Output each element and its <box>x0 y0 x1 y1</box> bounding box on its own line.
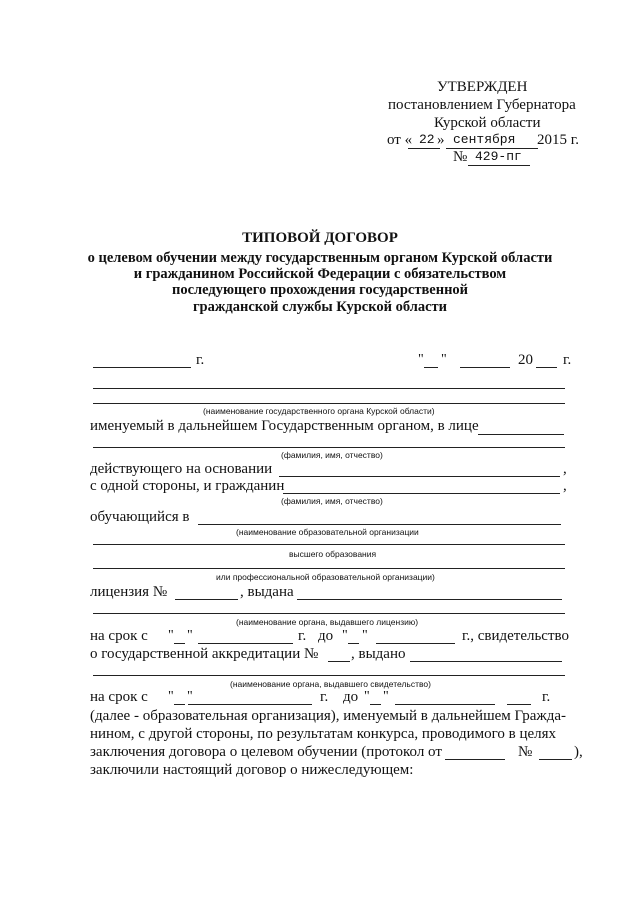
license-till-quote-open: " <box>342 628 348 643</box>
cert-issuer-line-2 <box>93 675 565 676</box>
approval-month: сентября <box>453 132 516 147</box>
protocol-no-sign: № <box>518 744 533 760</box>
contract-subtitle-4: гражданской службы Курской области <box>192 299 448 315</box>
license-no-blank <box>175 599 238 600</box>
license-day-quote-open: " <box>168 628 174 643</box>
paragraph-line-1: (далее - образовательная организация), именуемый в дальнейшем Гражда- <box>90 708 567 724</box>
studying-in-text: обучающийся в <box>90 509 190 525</box>
license-issued-text: , выдана <box>240 584 294 600</box>
day-quote-close: " <box>441 352 447 367</box>
organ-line-2 <box>93 403 565 404</box>
approval-number-line <box>468 165 530 166</box>
caption-fio-2: (фамилия, имя, отчество) <box>281 496 383 506</box>
approval-num-prefix: № <box>453 149 468 165</box>
contract-subtitle-3: последующего прохождения государственной <box>171 282 469 298</box>
protocol-date-blank <box>445 759 505 760</box>
comma-2: , <box>563 478 567 494</box>
cert-till-quote-close: " <box>383 689 389 704</box>
organ-line-1 <box>93 388 565 389</box>
contract-subtitle-2: и гражданином Российской Федерации с обязательством <box>133 266 507 282</box>
day-blank <box>424 367 438 368</box>
cert-till-blank <box>395 704 495 705</box>
license-g-cert: г., свидетельство <box>462 628 569 644</box>
contract-title: ТИПОВОЙ ДОГОВОР <box>242 230 398 246</box>
cert-till-quote-open: " <box>364 689 370 704</box>
caption-cert-issuer: (наименование органа, выдавшего свидетельство) <box>230 679 431 689</box>
cert-day-quote-open: " <box>168 689 174 704</box>
approval-date-prefix: от « <box>387 132 413 148</box>
city-suffix: г. <box>196 352 205 368</box>
acting-basis-text: действующего на основании <box>90 461 273 477</box>
approval-month-line <box>446 148 538 149</box>
accreditation-text: о государственной аккредитации № <box>90 646 319 662</box>
license-till-blank <box>376 643 455 644</box>
cert-till-year-blank <box>507 704 531 705</box>
protocol-no-blank <box>539 759 572 760</box>
approval-date-mid: » <box>437 132 445 148</box>
license-no-text: лицензия № <box>90 584 168 600</box>
license-day-quote-close: " <box>187 628 193 643</box>
approval-heading: УТВЕРЖДЕН <box>437 79 528 95</box>
caption-prof: или профессиональной образовательной организации) <box>216 572 435 582</box>
paragraph-line-3: заключения договора о целевом обучении (протокол от <box>90 744 442 760</box>
caption-organ: (наименование государственного органа Курской области) <box>203 406 435 416</box>
caption-higher: высшего образования <box>289 549 377 559</box>
cert-till: до <box>343 689 359 705</box>
license-day-blank <box>174 643 185 644</box>
license-issuer-line-2 <box>93 613 565 614</box>
license-till-day-blank <box>348 643 359 644</box>
protocol-end: ), <box>574 744 583 760</box>
license-term-from: на срок с <box>90 628 148 644</box>
caption-edu-org: (наименование образовательной организации <box>236 527 419 537</box>
one-side-text: с одной стороны, и гражданин <box>90 478 285 494</box>
approval-day-line <box>408 148 440 149</box>
approval-line2: Курской области <box>434 115 541 131</box>
license-till-quote-close: " <box>362 628 368 643</box>
cert-term-from: на срок с <box>90 689 148 705</box>
caption-fio-1: (фамилия, имя, отчество) <box>281 450 383 460</box>
cert-from-blank <box>188 704 312 705</box>
accreditation-no-blank <box>328 661 350 662</box>
approval-year: 2015 г. <box>537 132 579 148</box>
cert-day-blank <box>174 704 185 705</box>
paragraph-line-4: заключили настоящий договор о нижеследующем: <box>90 762 414 778</box>
caption-license-issuer: (наименование органа, выдавшего лицензию) <box>236 617 419 627</box>
contract-subtitle-1: о целевом обучении между государственным органом Курской области <box>87 250 553 266</box>
license-g-1: г. <box>298 628 307 644</box>
approval-number: 429-пг <box>475 149 522 164</box>
edu-org-line-2 <box>93 544 565 545</box>
year-blank <box>536 367 557 368</box>
cert-day-quote-close: " <box>187 689 193 704</box>
paragraph-line-2: нином, с другой стороны, по результатам конкурса, проводимого в целях <box>90 726 557 742</box>
representative-blank <box>478 434 564 435</box>
approval-line1: постановлением Губернатора <box>388 97 576 113</box>
named-organ-text: именуемый в дальнейшем Государственным органом, в лице <box>90 418 479 434</box>
accreditation-issued: , выдано <box>351 646 406 662</box>
city-blank <box>93 367 191 368</box>
approval-day: 22 <box>419 132 435 147</box>
edu-org-line-3 <box>93 568 565 569</box>
comma-1: , <box>563 461 567 477</box>
month-blank <box>460 367 510 368</box>
basis-blank <box>279 476 560 477</box>
cert-g-2: г. <box>320 689 329 705</box>
cert-till-day-blank <box>370 704 381 705</box>
citizen-blank <box>283 493 560 494</box>
day-quote-open: " <box>418 352 424 367</box>
year-prefix: 20 <box>518 352 533 368</box>
representative-line-2 <box>93 447 565 448</box>
cert-g-3: г. <box>542 689 551 705</box>
license-issuer-blank <box>297 599 562 600</box>
cert-issuer-blank <box>410 661 562 662</box>
license-from-blank <box>198 643 293 644</box>
license-till: до <box>318 628 334 644</box>
edu-org-blank <box>198 524 561 525</box>
year-suffix: г. <box>563 352 572 368</box>
